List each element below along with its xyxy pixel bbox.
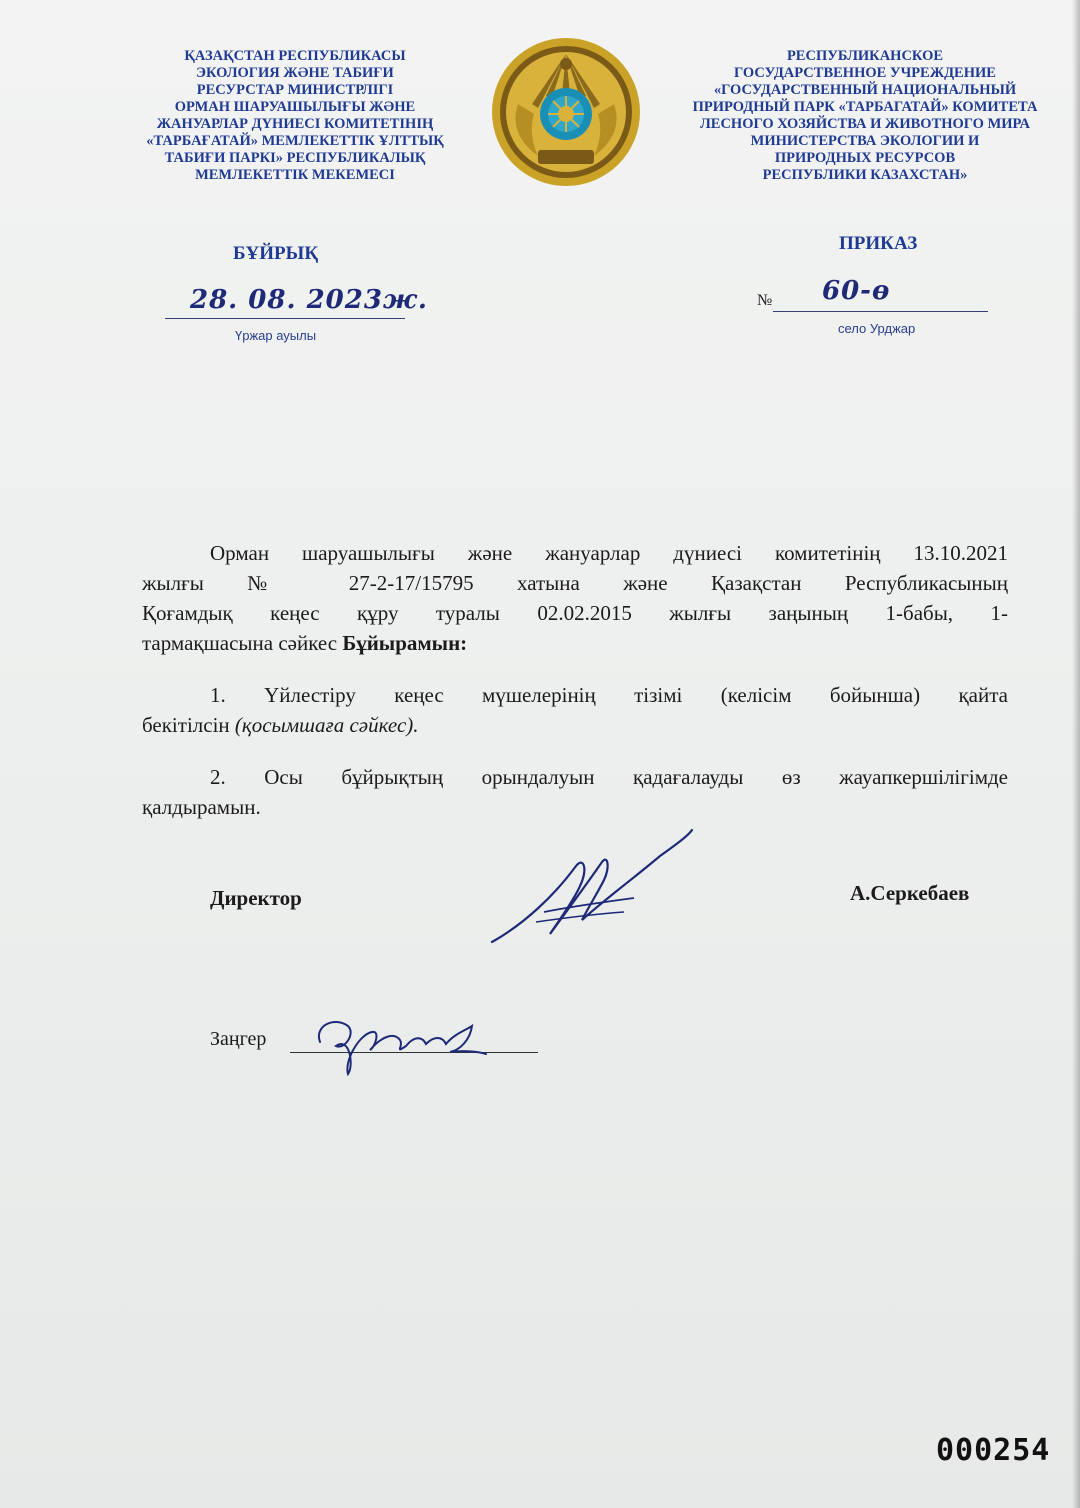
body-paragraph-3 bbox=[142, 762, 1008, 822]
body-paragraph-1 bbox=[142, 538, 1008, 658]
header-kz-line: ҚАЗАҚСТАН РЕСПУБЛИКАСЫ bbox=[184, 48, 406, 64]
doc-type-russian: ПРИКАЗ bbox=[839, 233, 918, 254]
paragraph-line: 2. Осы бұйрықтың орындалуын қадағалауды өз жауапкершілігімде bbox=[210, 765, 1008, 789]
order-directive: Бұйырамын: bbox=[342, 631, 468, 655]
paragraph-line: 1. Үйлестіру кеңес мүшелерінің тізімі (келісім бойынша) қайта bbox=[210, 683, 1008, 707]
header-russian bbox=[670, 48, 1060, 184]
header-kz-line: ЭКОЛОГИЯ ЖӘНЕ ТАБИҒИ bbox=[196, 65, 394, 81]
kazakhstan-state-emblem-icon bbox=[488, 34, 644, 190]
header-ru-line: ЛЕСНОГО ХОЗЯЙСТВА И ЖИВОТНОГО МИРА bbox=[699, 116, 1031, 132]
item-1-text: бекітілсін bbox=[142, 713, 235, 737]
number-sign: № bbox=[757, 292, 773, 309]
header-kz-line: ОРМАН ШАРУАШЫЛЫҒЫ ЖӘНЕ bbox=[174, 99, 416, 115]
item-1-appendix-note: (қосымшаға сәйкес). bbox=[234, 713, 419, 737]
order-date-handwritten: 28. 08. 2023ж. bbox=[190, 285, 428, 315]
header-ru-line: РЕСПУБЛИКИ КАЗАХСТАН» bbox=[762, 167, 968, 183]
director-label: Директор bbox=[210, 886, 302, 910]
paragraph-line: Қоғамдық кеңес құру туралы 02.02.2015 жылғы заңының 1-бабы, 1- bbox=[142, 601, 1008, 625]
body-paragraph-2 bbox=[142, 680, 1008, 740]
doc-type-kazakh: БҰЙРЫҚ bbox=[233, 243, 319, 264]
header-kz-line: МЕМЛЕКЕТТІК МЕКЕМЕСІ bbox=[195, 167, 395, 183]
header-kz-line: ТАБИҒИ ПАРКІ» РЕСПУБЛИКАЛЫҚ bbox=[164, 150, 426, 166]
header-kz-line: ЖАНУАРЛАР ДҮНИЕСІ КОМИТЕТІНІҢ bbox=[156, 116, 434, 132]
order-number-handwritten: 60-ө bbox=[822, 276, 891, 306]
header-ru-line: «ГОСУДАРСТВЕННЫЙ НАЦИОНАЛЬНЫЙ bbox=[713, 82, 1017, 98]
header-kz-line: РЕСУРСТАР МИНИСТРЛІГІ bbox=[196, 82, 394, 98]
page-edge-shadow bbox=[1072, 0, 1080, 1508]
paragraph-line bbox=[142, 710, 1008, 740]
date-underline bbox=[165, 318, 405, 319]
lawyer-signature-icon bbox=[310, 1006, 490, 1078]
place-kazakh: Үржар ауылы bbox=[235, 328, 317, 343]
director-name: А.Серкебаев bbox=[850, 881, 970, 905]
director-signature-icon bbox=[484, 826, 698, 950]
header-kazakh bbox=[100, 48, 490, 184]
header-kz-line: «ТАРБАҒАТАЙ» МЕМЛЕКЕТТІК ҰЛТТЫҚ bbox=[146, 133, 444, 149]
header-ru-line: ПРИРОДНЫХ РЕСУРСОВ bbox=[774, 150, 956, 166]
lawyer-label: Заңгер bbox=[210, 1028, 267, 1050]
paragraph-line: қалдырамын. bbox=[142, 795, 261, 819]
header-ru-line: ПРИРОДНЫЙ ПАРК «ТАРБАГАТАЙ» КОМИТЕТА bbox=[692, 99, 1038, 115]
paragraph-line: Орман шаруашылығы және жануарлар дүниесі комитетінің 13.10.2021 bbox=[210, 541, 1008, 565]
paragraph-line: жылғы № 27-2-17/15795 хатына және Қазақстан Республикасының bbox=[142, 571, 1008, 595]
place-russian: село Урджар bbox=[838, 321, 916, 336]
paragraph-line bbox=[142, 628, 1008, 658]
header-ru-line: РЕСПУБЛИКАНСКОЕ bbox=[786, 48, 944, 64]
header-ru-line: ГОСУДАРСТВЕННОЕ УЧРЕЖДЕНИЕ bbox=[734, 65, 996, 81]
order-basis-text: тармақшасына сәйкес bbox=[142, 631, 343, 655]
header-ru-line: МИНИСТЕРСТВА ЭКОЛОГИИ И bbox=[750, 133, 980, 149]
serial-number: 000254 bbox=[936, 1433, 1051, 1468]
number-underline bbox=[773, 311, 988, 312]
